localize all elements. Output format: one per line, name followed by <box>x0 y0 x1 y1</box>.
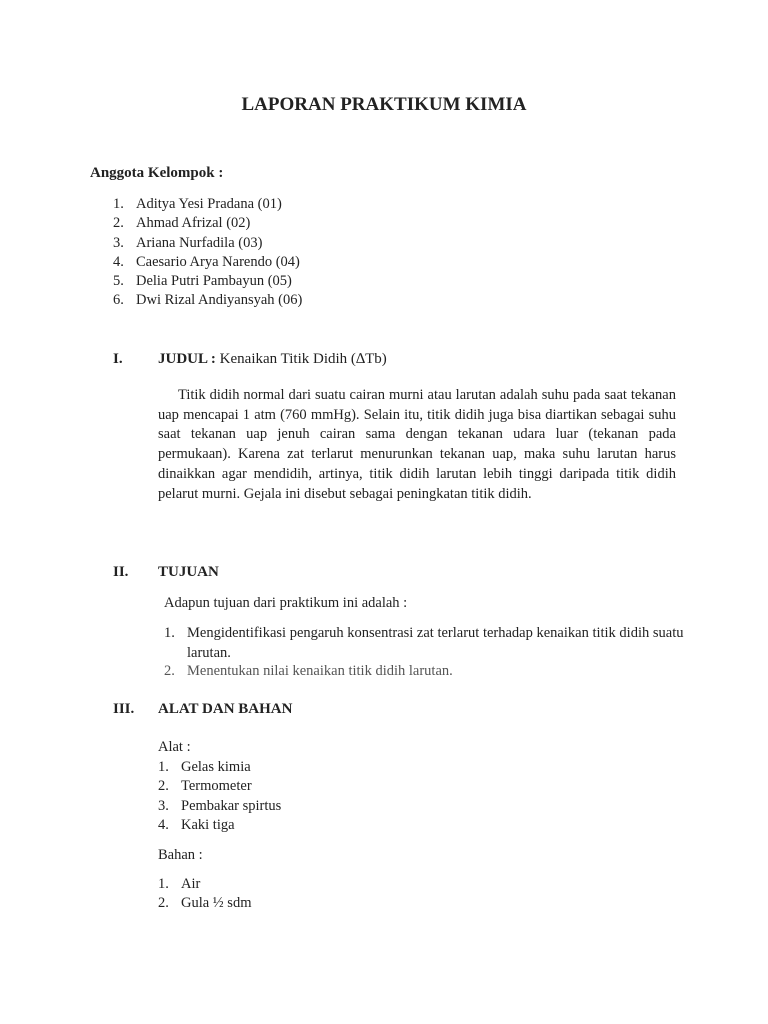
list-number: 4. <box>158 816 169 833</box>
list-text: Gula ½ sdm <box>181 895 252 912</box>
list-text: Gelas kimia <box>181 759 251 775</box>
list-item <box>113 234 513 253</box>
list-item <box>158 777 458 796</box>
list-item <box>113 195 513 214</box>
member-name: Ahmad Afrizal (02) <box>136 215 251 232</box>
list-number: 1. <box>158 759 169 775</box>
list-number: 1. <box>113 196 124 212</box>
list-number: 1. <box>158 876 169 892</box>
list-number: 2. <box>158 778 169 795</box>
list-text: Termometer <box>181 778 252 795</box>
list-number: 5. <box>113 273 124 290</box>
alat-label: Alat : <box>158 739 191 755</box>
member-name: Caesario Arya Narendo (04) <box>136 253 300 270</box>
list-text: Pembakar spirtus <box>181 797 282 814</box>
member-name: Aditya Yesi Pradana (01) <box>136 196 282 212</box>
members-list <box>113 195 513 311</box>
list-number: 4. <box>113 253 124 270</box>
list-number: 3. <box>158 797 169 814</box>
section-title-text: Kenaikan Titik Didih (∆Tb) <box>219 351 387 367</box>
list-item <box>158 894 458 913</box>
list-text: Mengidentifikasi pengaruh konsentrasi zat terlarut terhadap kenaikan titik didih suatu larutan. <box>187 625 684 661</box>
section-label: JUDUL : <box>158 351 216 367</box>
list-item <box>158 758 458 777</box>
list-text: Kaki tiga <box>181 816 235 833</box>
list-number: 6. <box>113 292 124 309</box>
list-item <box>113 291 513 310</box>
section-number: II. <box>113 564 129 580</box>
list-number: 1. <box>164 625 175 641</box>
section-number: I. <box>113 351 123 367</box>
document-title: LAPORAN PRAKTIKUM KIMIA <box>241 94 527 115</box>
paragraph: Titik didih normal dari suatu cairan murni atau larutan adalah suhu pada saat tekanan uap mencapai 1 atm (760 mmHg). Selain itu, titik didih juga bisa diartikan sebagai suhu saat tekanan uap jenuh cairan sama dengan tekanan udara luar (tekanan pada permukaan). Karena zat terlarut menurunkan tekanan uap, maka suhu larutan harus dinaikkan agar mendidih, artinya, titik didih larutan lebih tinggi daripada titik didih pelarut murni. Gejala ini disebut sebagai peningkatan titik didih. <box>158 387 676 502</box>
section-label: ALAT DAN BAHAN <box>158 701 293 717</box>
list-item <box>158 816 458 835</box>
list-item <box>164 624 684 663</box>
list-item <box>113 272 513 291</box>
section-heading <box>158 351 387 368</box>
bahan-label: Bahan : <box>158 847 203 863</box>
member-name: Dwi Rizal Andiyansyah (06) <box>136 292 303 309</box>
list-number: 2. <box>113 215 124 232</box>
member-name: Delia Putri Pambayun (05) <box>136 273 292 290</box>
alat-list <box>158 758 458 835</box>
members-heading: Anggota Kelompok : <box>90 165 224 181</box>
list-item <box>113 214 513 233</box>
list-number: 2. <box>158 895 169 912</box>
list-item <box>158 875 458 894</box>
list-item <box>164 662 684 682</box>
list-item <box>113 253 513 272</box>
bahan-list <box>158 875 458 914</box>
section-number: III. <box>113 701 135 717</box>
section-intro: Adapun tujuan dari praktikum ini adalah : <box>164 595 408 611</box>
list-text: Menentukan nilai kenaikan titik didih larutan. <box>187 663 453 679</box>
list-item <box>158 797 458 816</box>
section-label: TUJUAN <box>158 564 219 580</box>
list-text: Air <box>181 876 201 892</box>
list-number: 3. <box>113 234 124 251</box>
member-name: Ariana Nurfadila (03) <box>136 234 263 251</box>
list-number: 2. <box>164 663 175 679</box>
